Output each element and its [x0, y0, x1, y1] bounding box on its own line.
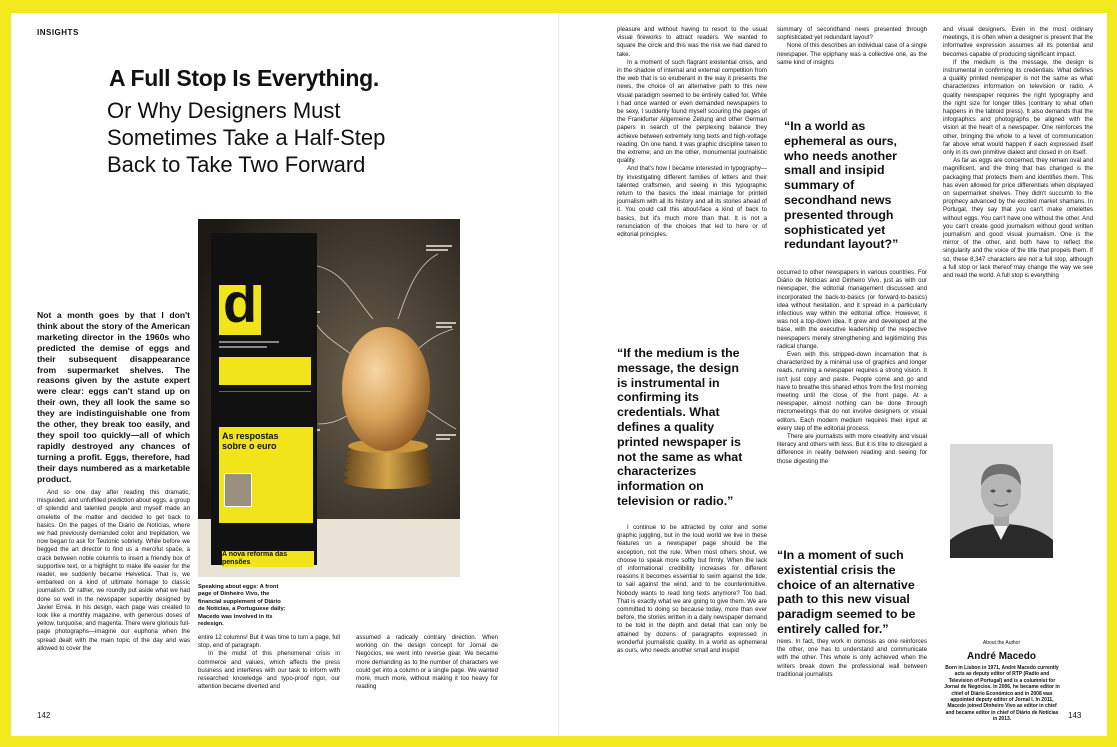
- body-paragraph: In a moment of such flagrant existential crisis, and in the shadow of internal and external competition from the web that is so exuberant in the way it presents the news, the choice of an alternative path to this new visual paradigm seemed to be entirely called for. While I had once wanted or even demanded newspapers to be sexy, I suddenly found myself scouring the pages of the Frankfurter Allgemeine Zeitung and other German papers in search of the perplexing balance they achieve between extremely long texts and high-voltage reading. On one hand, it was graphic discipline taken to the extreme, and on the other, monumental journalistic quality.: [617, 58, 767, 165]
- body-paragraph: and visual designers. Even in the most ordinary meetings, it is often when a designer is present that the informative expression assumes all its potential and becomes capable of producing significant impact.: [943, 26, 1093, 58]
- author-bio: Born in Lisbon in 1971, André Macedo currently acts as deputy editor of RTP (Radio and Television of Portugal) and is a columnist for Jornal de Negócios. In 2006, he became editor in chief of Diário Económico and in 2008 was appointed deputy editor of Jornal I. In 2011, Macedo joined Dinheiro Vivo as editor in chief and became editor in chief of Diário de Notícias in 2013.: [944, 665, 1060, 723]
- body-paragraph: And so one day after reading this dramatic, misguided, and unfulfilled prediction about eggs, a group of splendid and talented people and myself made an omelette of the matter and decided to get back to basics. On the pages of the Diário de Notícias, where we had previously demanded color and trepidation, we now began to ask for Teutonic sobriety. While before we begged the art director to find us a merciful space, a crack between noble columns to insert a friendly box of supportive text, or a highlight to make life easier for the reader, we suddenly became Helvetica. That is, we embarked on a kind of ultimate homage to classic journalism. Or rather, we roundly put aside what we had done so well in the newspaper superbly designed by Javier Errea. In his design, each page was created to look like a monthly magazine, with generous doses of yellow, turquoise, and magenta. There were glorious full-page photographs—imagine our euphoria when the spread dealt with the main topic of the day and was allowed to cover the: [37, 489, 190, 652]
- body-paragraph: pleasure and without having to resort to the usual visual fireworks to attract readers. We wanted to square the circle and this was the risk we had dared to take.: [617, 26, 767, 58]
- photo-caption: Speaking about eggs: A front page of Dinheiro Vivo, the financial supplement of Diário de Notícias, a Portuguese daily; Macedo was involved in its redesign.: [198, 584, 286, 628]
- body-paragraph: assumed a radically contrary direction. When working on the design concept for Jornal de Negócios, we went into reverse gear. We became more demanding as to the number of characters we could get into a column or a single page. We wanted more, much more, without making it too heavy for reading: [356, 634, 498, 691]
- newspaper-cover: [211, 233, 317, 565]
- about-author-label: About the Author: [982, 640, 1021, 646]
- body-paragraph: summary of secondhand news presented through sophisticated yet redundant layout?: [777, 26, 927, 42]
- article-subtitle: Or Why Designers Must Sometimes Take a Half-Step Back to Take Two Forward: [107, 98, 386, 177]
- body-paragraph: Even with this stripped-down incarnation that is characterized by a minimal use of graphics and longer reads, running a newspaper requires a strong vision. It isn't just copy and paste. People come and go and have to breathe this shared ethos from the first morning meeting until the close of the front page. At a newspaper, almost nothing can be done through micromeetings that do not involve designers or visual editors. Each modern medium requires their input at every step of the editorial process.: [777, 351, 927, 432]
- body-paragraph: entire 12 columns! But it was time to turn a page, full stop, end of paragraph.: [198, 634, 340, 650]
- author-name: André Macedo: [967, 651, 1036, 662]
- author-photo-image: [950, 444, 1053, 558]
- right-page: [559, 13, 1107, 736]
- body-paragraph: As far as eggs are concerned, they remain oval and magnificent, and the thing that has changed is the packaging that protects them and identifies them. This has even allowed for price differentials when displayed on supermarket shelves. They didn't succumb to the prophecy advanced by the excited market shamans. In Portugal, they say that you can't make omelettes without eggs. You can't have one without the other. And you can't create good journalism without good written journalism and good visual journalism. One is the mirror of the other, and both have to reflect the singularity and the voice of the title that propels them. If so, these 8,347 characters are not a full stop, although a full stop or lack thereof may change the way we see and read the world. A full stop is everything: [943, 157, 1093, 280]
- pull-quote-3: “In a moment of such existential crisis the choice of an alternative path to this new visual paradigm seemed to be entirely called for.”: [777, 548, 916, 636]
- author-portrait: [950, 444, 1053, 558]
- cover-masthead: d: [223, 271, 258, 334]
- cover-inset-photo: [224, 473, 252, 507]
- pull-quote-2: “In a world as ephemeral as ours, who needs another small and insipid summary of secondhand news presented through sophisticated yet redundant layout?”: [784, 119, 899, 252]
- body-paragraph: occurred to other newspapers in various countries. For Diário de Notícias and Dinheiro Vivo, just as with our newspaper, the editorial management discussed and incorporated the back-to-basics (or forward-to-basics) idea without hesitation, and it spread in a particularly infectious way within the editorial office. However, it was not a top-down idea. It grew and developed at the base, with the executive leadership of the respective newspapers merely strengthening and legitimizing this radical change.: [777, 269, 927, 350]
- body-paragraph: And that's how I became interested in typography—by investigating different families of letters and their talented craftsmen, and seeing in this typographic return to the basics the ideal marriage for printed journalism with all its history and all its stories ahead of it. You could call this about-face a kind of back to basics, but it's much more than that. It is not a renunciation of the choices that led to here or of editorial principles.: [617, 165, 767, 239]
- cover-teaser-2: [219, 391, 311, 420]
- cover-teaser-1: [219, 357, 311, 385]
- cover-headline: As respostas sobre o euro: [222, 431, 279, 451]
- body-paragraph: In the midst of this phenomenal crisis in commerce and values, which affects the press business and interferes with our task to inform with researched knowledge and typo-proof rigor, our attention became diverted and: [198, 650, 340, 691]
- page-number-right: 143: [1068, 711, 1082, 720]
- page-number-left: 142: [37, 711, 51, 720]
- body-paragraph: I continue to be attracted by color and some graphic juggling, but in the loud world we live in these features on a newspaper page should be the exception, not the rule. When most others shout, we choose to speak more softly but firmly. When the lack of informational credibility increases for different reasons it becomes essential to swim against the tide, to sail against the wind, and to be counterintuitive. Nobody wants to read long texts anymore? Too bad. That is exactly what we are going to give them. We are committed to doing so because today, more than ever before, the stories written in a daily newspaper demand to be told in the depth and detail that can only be attained by dozens of paragraphs expressed in wonderful journalistic quality. In a world as ephemeral as ours, who needs another small and insipid: [617, 524, 767, 655]
- left-page: [11, 13, 559, 736]
- body-paragraph: None of this describes an individual case of a single newspaper. The epiphany was a collective one, as the same kind of insights: [777, 42, 927, 66]
- magazine-spread: [11, 13, 1107, 736]
- article-title: A Full Stop Is Everything.: [109, 65, 379, 91]
- section-label: INSIGHTS: [37, 28, 79, 37]
- body-paragraph: If the medium is the message, the design is instrumental in confirming its credentials. What defines a quality printed newspaper is not the same as what characterizes information on television or radio. A quality newspaper requires the right typography and the right size for longer titles (contrary to what often happens in the tabloid press). It also demands that the infographics and photographs be aligned with the vision at the heart of a newspaper. One reinforces the other, bringing the whole to a level of communication far above what would happen if each expressed itself only in its own primitive dialect and closed in on itself.: [943, 58, 1093, 157]
- newspaper-photo: [198, 219, 460, 577]
- article-lede: Not a month goes by that I don't think about the story of the American marketing director in the 1960s who predicted the demise of eggs and their subsequent disappearance from supermarket shelves. The reasons given by the astute expert were clear: eggs can't stand up on their own, they all look the same so they are indistinguishable one from the other, they break too easily, and they spoil too quickly—all of which rapidly destroyed any chances of turning a profit. Eggs, therefore, had their days numbered as a marketable product.: [37, 310, 190, 484]
- body-paragraph: There are journalists with more creativity and visual literacy and others with less. But it is trite to disregard a difference in reality between reading and seeing for those digesting the: [777, 433, 927, 465]
- egg: [342, 327, 430, 451]
- pull-quote-1: “If the medium is the message, the design is instrumental in confirming its credentials. What defines a quality printed newspaper is not the same as what characterizes information on television or radio.”: [617, 346, 743, 508]
- cover-tagline: A nova reforma das pensões: [222, 551, 314, 567]
- body-paragraph: news. In fact, they work in osmosis as one reinforces the other, one has to understand and communicate with the other. This whole is only achieved when the writers break down the professional wall between traditional journalists: [777, 638, 927, 678]
- spine-gutter: [558, 13, 560, 736]
